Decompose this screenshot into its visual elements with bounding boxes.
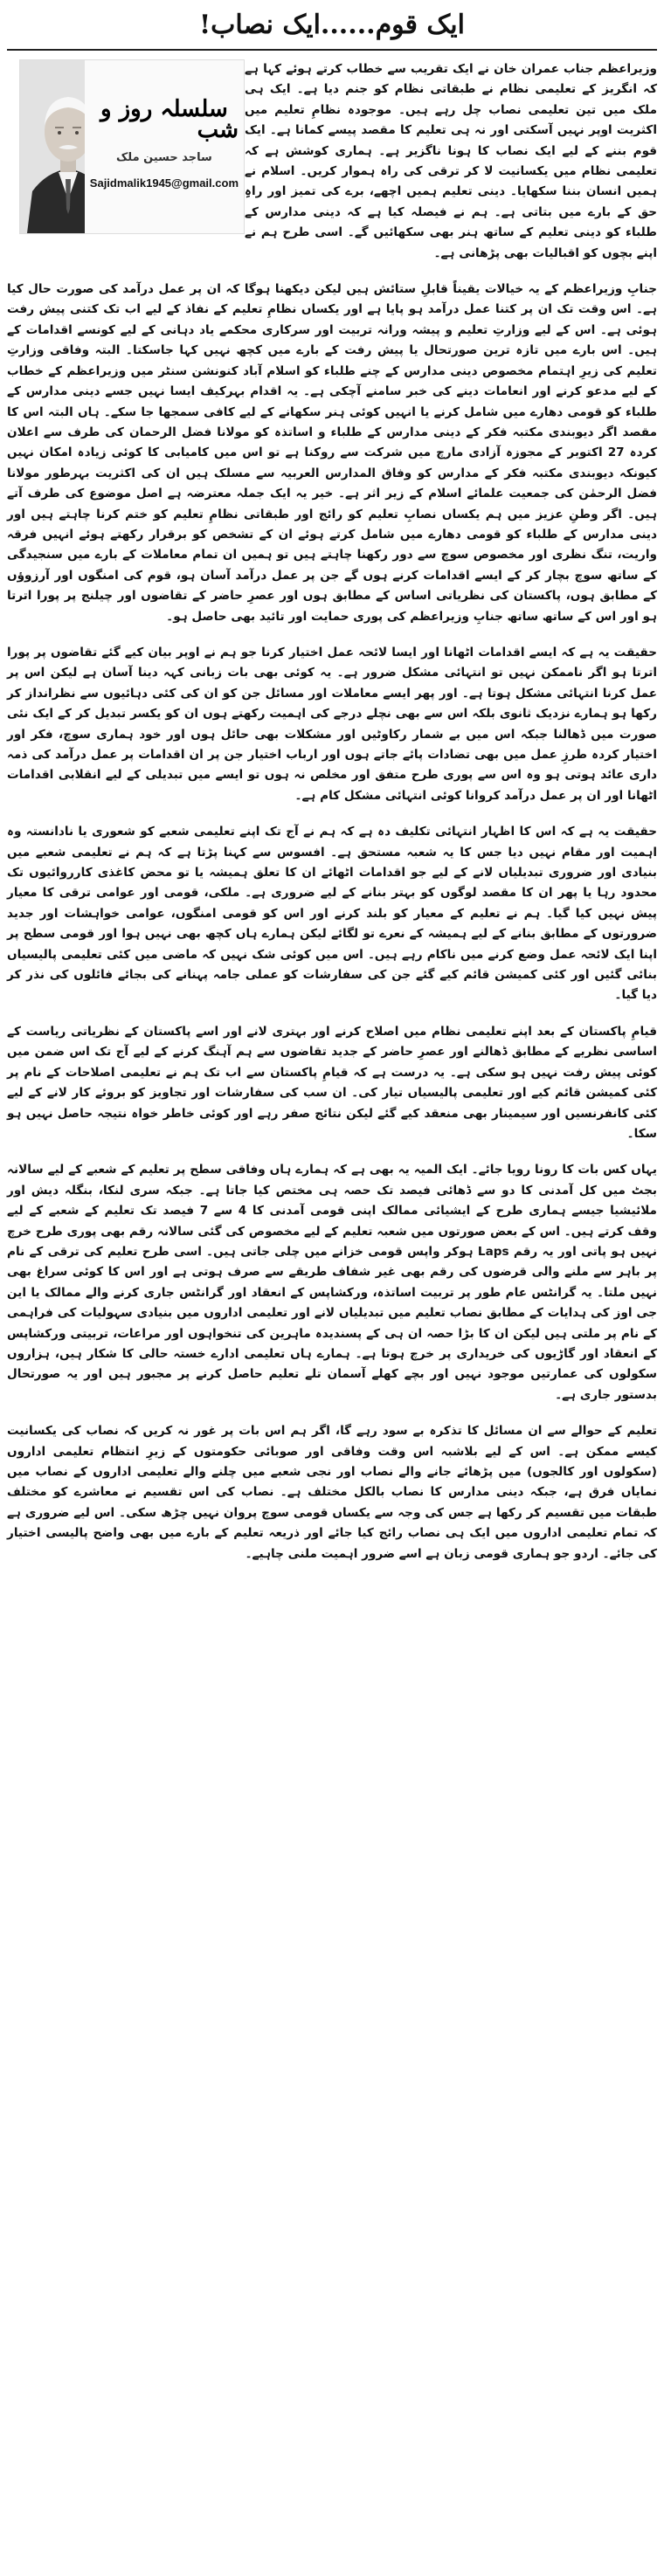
author-name: ساجد حسین ملک xyxy=(115,151,212,164)
paragraph: تعلیم کے حوالے سے ان مسائل کا تذکرہ بے سود رہے گا، اگر ہم اس بات پر غور نہ کریں کہ نصاب کی یکسانیت کیسے ممکن ہے۔ اس کے لیے بلاشبہ اس وقت وفاقی اور صوبائی حکومتوں کے زیرِ انتظام تعلیمی اداروں (سکولوں اور کالجوں) میں پڑھائے جانے والے نصاب اور نجی شعبے میں چلنے والے تعلیمی اداروں کے نصاب میں نمایاں فرق ہے، جبکہ دینی مدارس کا نصاب بالکل مختلف ہے۔ نصاب کی اس تقسیم نے معاشرے کو مختلف طبقات میں تقسیم کر رکھا ہے جس کی وجہ سے یکساں قومی سوچ پروان نہیں چڑھ سکی۔ اس لیے ضروری ہے کہ تمام تعلیمی اداروں میں ایک ہی نصاب رائج کیا جائے اور ذریعہ تعلیم کے بارے میں بھی واضح پالیسی اختیار کی جائے۔ اردو جو ہماری قومی زبان ہے اسے ضرور اہمیت ملنی چاہیے۔ xyxy=(7,1424,657,1561)
paragraph: قیامِ پاکستان کے بعد اپنے تعلیمی نظام میں اصلاح کرنے اور بہتری لانے اور اسے پاکستان کے نظریاتی ریاست کے اساسی نظریے کے مطابق ڈھالنے اور عصرِ حاضر کے جدید تقاضوں سے ہم آہنگ کرنے کے لیے آج تک اس ضمن میں کوئی پیش رفت نہیں ہو سکی ہے۔ یہ درست ہے کہ قیامِ پاکستان سے اب تک ہم نے تعلیمی اصلاحات کے نام پر کئی کمیشن قائم کیے اور تعلیمی پالیسیاں تیار کی۔ ان سب کی سفارشات اور تجاویز کو بروئے کار لانے کے لیے کئی کانفرنسیں اور سیمینار بھی منعقد کیے گئے لیکن نتائج صفر رہے اور کوئی خاطر خواہ نتیجہ حاصل نہیں ہو سکا۔ xyxy=(7,1024,657,1141)
article-body xyxy=(7,59,657,1564)
column-title: سلسلہ روز و شب xyxy=(100,96,239,143)
headline: ایک قوم......ایک نصاب! xyxy=(7,0,657,51)
author-photo xyxy=(20,60,85,233)
paragraph: حقیقت یہ ہے کہ اس کا اظہار انتہائی تکلیف دہ ہے کہ ہم نے آج تک اپنے تعلیمی شعبے کو شعوری یا نادانستہ وہ اہمیت اور مقام نہیں دیا جس کا یہ شعبہ مستحق ہے۔ افسوس سے کہنا پڑتا ہے کہ ہم نے تعلیمی شعبے میں بنیادی اور ضروری تبدیلیاں لانے کے لیے جو اقدامات اٹھائے ان کا تعلق ہمیشہ یا تو محض کاغذی کارروائیوں تک محدود رہا یا پھر ان کا مقصد لوگوں کو بہتر بنانے کے لیے ضروری ہے۔ ملکی، قومی اور عوامی ترقی کا معیار پیش نہیں کیا گیا۔ ہم نے تعلیم کے معیار کو بلند کرنے اور اس کو قومی امنگوں، عوامی خواہشات اور جدید ضرورتوں کے مطابق بنانے کے لیے ہمیشہ کے نعرے تو لگائے لیکن ہمارے ہاں کچھ بھی نہیں ہوا اور قومی سطح پر اپنا ایک لائحہ عمل وضع کرنے میں ناکام رہے ہیں۔ اس میں کوئی شک نہیں کہ ماضی میں کئی تعلیمی پالیسیاں بنائی گئیں اور کئی کمیشن قائم کیے گئے جن کی سفارشات کو عملی جامہ پہنانے کی بجائے فائلوں کی نذر کر دیا گیا۔ xyxy=(7,825,657,1003)
author-email[interactable]: Sajidmalik1945@gmail.com xyxy=(89,176,239,190)
paragraph: جنابِ وزیراعظم کے یہ خیالات یقیناً قابلِ ستائش ہیں لیکن دیکھنا ہوگا کہ ان پر عمل درآمد کی صورت حال کیا ہے۔ اس وقت تک ان پر کتنا عمل درآمد ہو پایا ہے اور یکساں نظامِ تعلیم کے نفاذ کے لیے اب تک کتنی پیش رفت ہوئی ہے۔ اس کے لیے وزارتِ تعلیم و پیشہ ورانہ تربیت اور سرکاری محکمے یاد دہانی کے لیے کونسے اقدامات کے ہیں۔ اس بارے میں تازہ ترین صورتحال یا پیش رفت کے بارے میں کچھ نہیں کہا جاسکتا۔ البتہ وفاقی وزارتِ تعلیم کی زیرِ اہتمام مخصوص دینی مدارس کے چنے طلباء کو اسلام آباد کنونشن سنٹر میں وزیراعظم کے خطاب کے لیے مدعو کرنے اور انعامات دینے کی خبر سامنے آچکی ہے۔ یہ اقدام بہرکیف ایسا نہیں جسے دینی مدارس کے طلباء کو قومی دھارے میں شامل کرنے یا انہیں کوئی ہنر سکھانے کے لیے کافی سمجھا جا سکے۔ ہاں البتہ اس کا مقصد اگر دیوبندی مکتبہ فکر کے دینی مدارس کے طلباء و اساتذہ کو مولانا فضل الرحمان کی طرف سے اعلان کردہ 27 اکتوبر کے مجوزہ آزادی مارچ میں شرکت سے روکنا ہے تو اس میں کامیابی کا کوئی زیادہ امکان نہیں کیونکہ دیوبندی مکتبہ فکر کے مدارس کو وفاق المدارس العربیہ سے مسلک ہیں ان کی اکثریت بہرطور مولانا فضل الرحمٰن کی جمعیت علمائے اسلام کے زیر اثر ہے۔ خیر یہ ایک جملہ معترضہ ہے اصل موضوع کی طرف آتے ہیں۔ اگر وطنِ عزیز میں ہم یکساں نصابِ تعلیم کو رائج اور طبقاتی نظامِ تعلیم کو ختم کرنا چاہتے ہیں اور دینی مدارس کے طلباء کو قومی دھارے میں شامل کرتے ہوئے ان کے تشخص کو برقرار رکھتے ہوئے انہیں فرقہ واریت، تنگ نظری اور مخصوص سوچ سے دور رکھنا چاہتے ہیں تو ہمیں ان تمام معاملات کے بارے میں سنجیدگی کے ساتھ سوچ بچار کر کے ایسے اقدامات کرنے ہوں گے جن پر عمل درآمد آسان ہو، قوم کی امنگوں اور آرزوؤں کے مطابق ہوں، پاکستان کی نظریاتی اساس کے مطابق ہوں اور عصرِ حاضر کے تقاضوں اور چیلنج پر پورا اترتا ہو اور اس کے ساتھ ساتھ جنابِ وزیراعظم کی پوری حمایت اور تائید بھی حاصل ہو۔ xyxy=(7,282,657,624)
paragraph: حقیقت یہ ہے کہ ایسے اقدامات اٹھانا اور ایسا لائحہ عمل اختیار کرنا جو ہم نے اوپر بیان کیے گئے تقاضوں پر پورا اترتا ہو اگر ناممکن نہیں تو انتہائی مشکل ضرور ہے۔ یہ کوئی بھی بات زبانی کہہ دینا آسان ہے لیکن اس پر عمل کرنا انتہائی مشکل ہوتا ہے۔ اور پھر ایسے معاملات اور مسائل جن کو ان کی کئی دہائیوں سے نظرانداز کر رکھا ہو ہمارے نزدیک ثانوی بلکہ اس سے بھی نچلے درجے کی اہمیت رکھتے ہوں ان کو یکسر تبدیل کر کے ایک نئی صورت میں ڈھالنا جبکہ اس میں بے شمار رکاوٹیں اور مشکلات بھی حائل ہوں اور خود ہماری سوچ، فکر اور اختیار کردہ طرزِ عمل میں بھی تضادات پائے جاتے ہوں اور ارباب اختیار جن پر ان اقدامات پر عمل درآمد کی ذمہ داری عائد ہوتی ہو وہ اس سے پوری طرح متفق اور مخلص نہ ہوں تو ایسے میں تبدیلی کے لیے انقلابی اقدامات اٹھانا اور ان پر عمل درآمد کروانا کوئی انتہائی مشکل کام ہے۔ xyxy=(7,645,657,803)
paragraph: یہاں کس بات کا رونا رویا جائے۔ ایک المیہ یہ بھی ہے کہ ہمارے ہاں وفاقی سطح پر تعلیم کے شعبے کے لیے سالانہ بجٹ میں کل آمدنی کا دو سے ڈھائی فیصد تک حصہ ہی مختص کیا جاتا ہے۔ جبکہ سری لنکا، بنگلہ دیش اور ملائیشیا جیسے ہماری طرح کے ایشیائی ممالک اپنی قومی آمدنی کا 4 سے 7 فیصد تک تعلیم کے شعبے کے لیے وقف کرتے ہیں۔ اس کے بعض صورتوں میں شعبہ تعلیم کے لیے مخصوص کی گئی سالانہ رقم بھی پوری طرح خرچ نہیں ہو پاتی اور یہ رقم Laps ہوکر واپس قومی خزانے میں چلی جاتی ہیں۔ اسی طرح تعلیم کی ترقی کے نام پر باہر سے ملنے والی قرضوں کی رقم بھی غیر شفاف طریقے سے صرف ہوتی ہے اور اس کا کوئی سراغ بھی نہیں ملتا۔ یہ گرانٹس عام طور پر تربیت اساتذہ، ورکشاپس کے انعقاد اور گرانٹس جاری کرنے والے ممالک یا این جی اوز کی ہدایات کے مطابق نصاب تعلیم میں تبدیلیاں لانے اور تعلیمی اداروں میں بنیادی سہولیات کی فراہمی کے نام پر ملتی ہیں لیکن ان کا بڑا حصہ ان ہی کے پسندیدہ ماہرین کی تنخواہوں اور مراعات، تربیتی ورکشاپس کے انعقاد اور گاڑیوں کی خریداری پر خرچ ہوتا ہے۔ ہمارے ہاں تعلیمی ادارے خستہ حالی کا شکار ہیں، ہزاروں سکولوں کی عمارتیں موجود نہیں اور بچے کھلے آسمان تلے تعلیم حاصل کرنے پر مجبور ہیں اور یہ صورتحال بدستور جاری ہے۔ xyxy=(7,1163,657,1402)
paragraph: وزیراعظم جناب عمران خان نے ایک تقریب سے خطاب کرتے ہوئے کہا ہے کہ انگریز کے تعلیمی نظام نے طبقاتی نظام کو جنم دیا ہے۔ ایک ہی ملک میں تین تعلیمی نصاب چل رہے ہیں۔ موجودہ نظامِ تعلیم میں اکثریت اوپر نہیں آسکتی اور نہ ہی تعلیم کا مقصد پیسے کمانا ہے۔ ایک قوم بننے کے لیے ایک نصاب کا ہونا ناگزیر ہے۔ ہماری کوشش ہے کہ تعلیمی نظام میں یکسانیت لا کر ترقی کی راہ ہموار کریں۔ اسلام نے ہمیں انسان بننا سکھایا۔ دینی تعلیم ہمیں اچھے، برے کی تمیز اور راہِ حق کے بارے میں بتاتی ہے۔ ہم نے فیصلہ کیا ہے کہ دینی مدارس کے طلباء کو دینی تعلیم کے ساتھ ہنر بھی سکھائیں گے۔ اسی طرح ہم نے اپنے بچوں کو اقبالیات بھی پڑھانی ہے۔ xyxy=(245,62,657,260)
byline-info xyxy=(85,60,244,233)
column-byline xyxy=(19,59,245,234)
